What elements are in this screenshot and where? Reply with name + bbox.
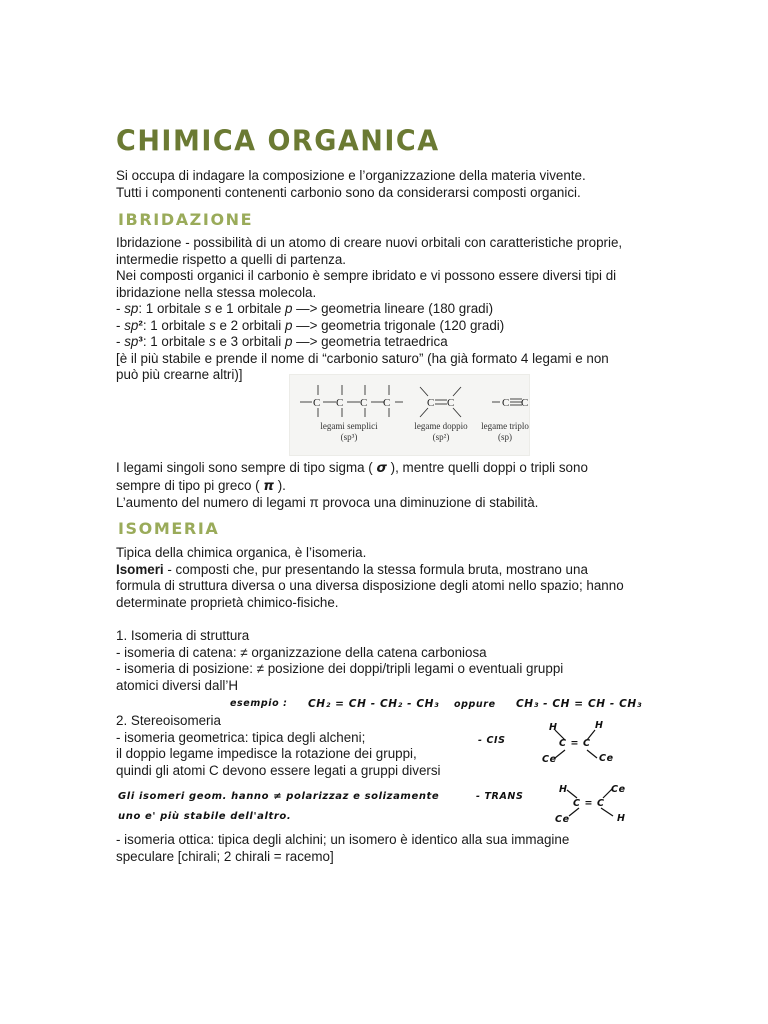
intro-line: Si occupa di indagare la composizione e l’organizzazione della materia vivente. <box>116 168 586 183</box>
stereo-paragraph <box>116 713 476 779</box>
text-line: speculare [chirali; 2 chirali = racemo] <box>116 848 334 864</box>
handwritten-formula-2: CH₃ - CH = CH - CH₃ <box>516 698 643 710</box>
text-line: quindi gli atomi C devono essere legati a gruppi diversi <box>116 762 441 778</box>
label-double-bond: legame doppio (sp²) <box>414 421 468 442</box>
text-line: Isomeri - composti che, pur presentando la stessa formula bruta, mostrano una <box>116 561 588 577</box>
label-triple-bond: legame triplo (sp) <box>481 421 529 442</box>
intro-line: Tutti i componenti contenenti carbonio sono da considerarsi composti organici. <box>116 184 581 200</box>
text-line: Tipica della chimica organica, è l’isomeria. <box>116 545 367 560</box>
cis-atom-h2: H <box>595 720 604 731</box>
trans-atom-h1: H <box>559 784 568 795</box>
sp2-item: - sp²: 1 orbitale s e 2 orbitali p —> geometria trigonale (120 gradi) <box>116 317 505 333</box>
handwritten-note-line-1: Gli isomeri geom. hanno ≠ polarizzaz e solizamente <box>118 791 440 802</box>
handwritten-formula-1: CH₂ = CH - CH₂ - CH₃ <box>308 698 440 710</box>
text-line: sempre di tipo pi greco ( π ). <box>116 477 286 494</box>
handwritten-cis-label: - CIS <box>478 735 506 746</box>
text-line: atomici diversi dall’H <box>116 677 239 693</box>
carbon-atom: C <box>360 397 368 409</box>
text-line: - isomeria di posizione: ≠ posizione dei doppi/tripli legami o eventuali gruppi <box>116 661 564 676</box>
carbon-atom: C <box>447 397 455 409</box>
section-heading-ibridazione: IBRIDAZIONE <box>118 210 254 229</box>
section-heading-isomeria: ISOMERIA <box>118 519 220 538</box>
handwritten-trans-label: - TRANS <box>476 791 524 802</box>
bond-structures-drawing <box>290 375 529 455</box>
carbon-atom: C <box>502 397 510 409</box>
text-line: determinate proprietà chimico-fisiche. <box>116 594 339 610</box>
ottica-paragraph <box>116 832 656 865</box>
handwritten-oppure: oppure <box>454 699 496 710</box>
isomeri-term: Isomeri <box>116 561 164 577</box>
struttura-paragraph <box>116 628 656 694</box>
text-line: il doppio legame impedisce la rotazione dei gruppi, <box>116 746 417 761</box>
text-line: - isomeria di catena: ≠ organizzazione della catena carboniosa <box>116 644 487 660</box>
isomeria-paragraph <box>116 545 656 611</box>
carbon-atom: C <box>427 397 435 409</box>
cis-atom-h1: H <box>549 722 558 733</box>
cis-atom-cl1: Ce <box>542 754 557 765</box>
page-title: CHIMICA ORGANICA <box>116 125 440 158</box>
carbon-atom: C <box>313 397 321 409</box>
text-line: ibridazione nella stessa molecola. <box>116 284 317 300</box>
sp-item: - sp: 1 orbitale s e 1 orbitale p —> geometria lineare (180 gradi) <box>116 301 494 316</box>
trans-atom-h2: H <box>617 813 626 824</box>
sigma-symbol: σ <box>376 461 387 476</box>
note-line: [è il più stabile e prende il nome di “carbonio saturo” (ha già formato 4 legami e non <box>116 350 609 366</box>
sp3-item: - sp³: 1 orbitale s e 3 orbitali p —> geometria tetraedrica <box>116 334 448 349</box>
handwritten-note-line-2: uno e' più stabile dell'altro. <box>118 811 292 822</box>
text-line: intermedie rispetto a quelli di partenza. <box>116 251 347 267</box>
carbon-atom: C <box>383 397 391 409</box>
trans-atom-cl2: Ce <box>555 814 570 825</box>
cis-atom-cl2: Ce <box>599 753 614 764</box>
carbon-atom: C <box>521 397 529 409</box>
intro-paragraph <box>116 168 656 201</box>
text-line: 2. Stereoisomeria <box>116 713 221 728</box>
ibridazione-paragraph <box>116 235 656 384</box>
text-line: L’aumento del numero di legami π provoca una diminuzione di stabilità. <box>116 495 539 510</box>
handwritten-esempio: esempio : <box>230 698 288 709</box>
label-single-bonds: legami semplici (sp³) <box>320 421 378 442</box>
cis-double-bond: C = C <box>559 738 591 749</box>
text-line: 1. Isomeria di struttura <box>116 628 250 643</box>
text-line: - isomeria ottica: tipica degli alchini; un isomero è identico alla sua immagine <box>116 832 570 847</box>
trans-atom-cl1: Ce <box>611 784 626 795</box>
bond-types-figure <box>289 374 530 456</box>
text-line: Ibridazione - possibilità di un atomo di creare nuovi orbitali con caratteristiche proprie, <box>116 235 623 250</box>
text-line: Nei composti organici il carbonio è sempre ibridato e vi possono essere diversi tipi di <box>116 268 617 283</box>
trans-double-bond: C = C <box>573 798 605 809</box>
text-line: I legami singoli sono sempre di tipo sigma ( σ ), mentre quelli doppi o tripli sono <box>116 460 588 476</box>
pi-symbol: π <box>263 478 274 494</box>
carbon-atom: C <box>336 397 344 409</box>
bond-types-paragraph <box>116 460 656 512</box>
text-line: - isomeria geometrica: tipica degli alcheni; <box>116 729 366 745</box>
note-line: può più crearne altri)] <box>116 367 243 382</box>
text-line: formula di struttura diversa o una diversa disposizione degli atomi nello spazio; hanno <box>116 578 624 593</box>
